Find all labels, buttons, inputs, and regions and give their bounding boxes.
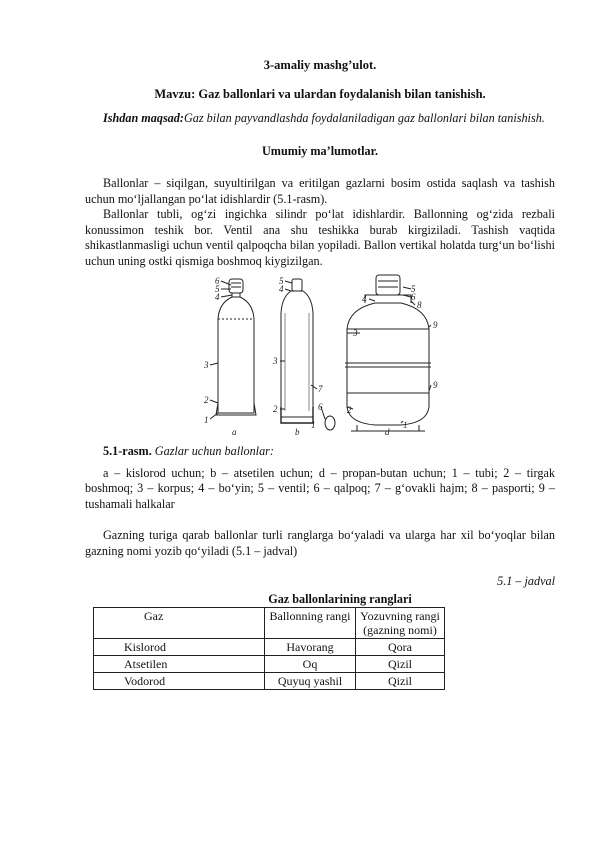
cell-gas: Vodorod <box>94 673 265 690</box>
goal-paragraph <box>85 111 555 127</box>
label-4b: 4 <box>279 284 284 294</box>
label-1a: 1 <box>204 415 209 425</box>
cell-cylinder-color: Oq <box>265 656 356 673</box>
paragraph-3: Gazning turiga qarab ballonlar turli ranglarga bo‘yaladi va ularga har xil bo‘yoqlar bilan gazning nomi yozib qo‘yiladi (5.1 – jadval) <box>85 528 555 558</box>
label-2d: 2 <box>347 405 352 415</box>
header-gas: Gaz <box>94 608 265 639</box>
paragraph-1: Ballonlar – siqilgan, suyultirilgan va eritilgan gazlarni bosim ostida saqlash va tashish uchun mo‘ljallangan po‘lat idishlardir (5.1-rasm). <box>85 176 555 206</box>
label-7b: 7 <box>318 384 323 394</box>
goal-text: Gaz bilan payvandlashda foydalaniladigan gaz ballonlari bilan tanishish. <box>183 111 545 125</box>
label-2b: 2 <box>273 404 278 414</box>
table-title: Gaz ballonlarining ranglari <box>268 591 412 606</box>
cell-gas: Kislorod <box>94 639 265 656</box>
table-row <box>94 639 445 656</box>
figure-legend: a – kislorod uchun; b – atsetilen uchun; d – propan-butan uchun; 1 – tubi; 2 – tirgak boshmoq; 3 – korpus; 4 – bo‘yin; 5 – ventil; 6 – qalpoq; 7 – g‘ovakli hajm; 8 – pasporti; 9 – tushamali halkalar <box>85 465 555 511</box>
figure-caption <box>85 444 555 460</box>
label-b: b <box>295 427 300 437</box>
label-5b: 5 <box>279 276 284 286</box>
label-5a: 5 <box>215 284 220 294</box>
label-3b: 3 <box>273 356 278 366</box>
cell-label-color: Qora <box>356 639 445 656</box>
figure-caption-number: 5.1-rasm. <box>103 444 152 458</box>
paragraph-2: Ballonlar tubli, og‘zi ingichka silindr po‘lat idishlardir. Ballonning og‘zida rezbali konussimon teshik bor. Ventil ana shu teshikka burab kirgiziladi. Tashish vaqtida shikastlanmasligi uchun ventil qalpoqcha bilan yopiladi. Ballon vertikal holatda turg‘un bo‘lishi uchun uning ostki qismiga boshmoq kiygizilgan. <box>85 207 555 268</box>
table-row <box>94 656 445 673</box>
practice-title: 3-amaliy mashg’ulot. <box>263 58 377 72</box>
table-label: 5.1 – jadval <box>497 574 555 588</box>
general-heading: Umumiy ma’lumotlar. <box>261 143 378 158</box>
oxygen-cylinder <box>216 279 256 415</box>
cell-label-color: Qizil <box>356 673 445 690</box>
cylinders-figure <box>85 273 555 438</box>
label-6a: 6 <box>215 276 220 286</box>
label-5d: 5 <box>411 284 416 294</box>
header-cylinder-color: Ballonning rangi <box>265 608 356 639</box>
label-4d: 4 <box>362 294 367 304</box>
propane-cylinder <box>345 275 431 431</box>
goal-label: Ishdan maqsad: <box>103 111 184 125</box>
cylinder-colors-table <box>93 607 445 690</box>
label-8d: 8 <box>417 300 422 310</box>
label-1d: 1 <box>403 420 408 430</box>
label-6d: 6 <box>411 292 416 302</box>
label-1b: 1 <box>311 420 316 430</box>
label-3d: 3 <box>353 328 358 338</box>
table-row <box>94 673 445 690</box>
label-9d-bottom: 9 <box>433 380 438 390</box>
label-9d-top: 9 <box>433 320 438 330</box>
topic-heading: Mavzu: Gaz ballonlari va ulardan foydalanish bilan tanishish. <box>154 86 486 101</box>
cylinders-drawing <box>85 273 555 438</box>
acetylene-cylinder <box>281 279 335 430</box>
label-3a: 3 <box>204 360 209 370</box>
header-label-color: Yozuvning rangi (gazning nomi) <box>356 608 445 639</box>
cell-cylinder-color: Havorang <box>265 639 356 656</box>
label-d: d <box>385 427 390 437</box>
table-header-row <box>94 608 445 639</box>
cell-label-color: Qizil <box>356 656 445 673</box>
cell-gas: Atsetilen <box>94 656 265 673</box>
label-a: a <box>232 427 237 437</box>
label-2a: 2 <box>204 395 209 405</box>
document-page <box>85 58 555 690</box>
cell-cylinder-color: Quyuq yashil <box>265 673 356 690</box>
label-6b: 6 <box>318 402 323 412</box>
label-4a: 4 <box>215 292 220 302</box>
figure-caption-text: Gazlar uchun ballonlar: <box>154 444 274 458</box>
